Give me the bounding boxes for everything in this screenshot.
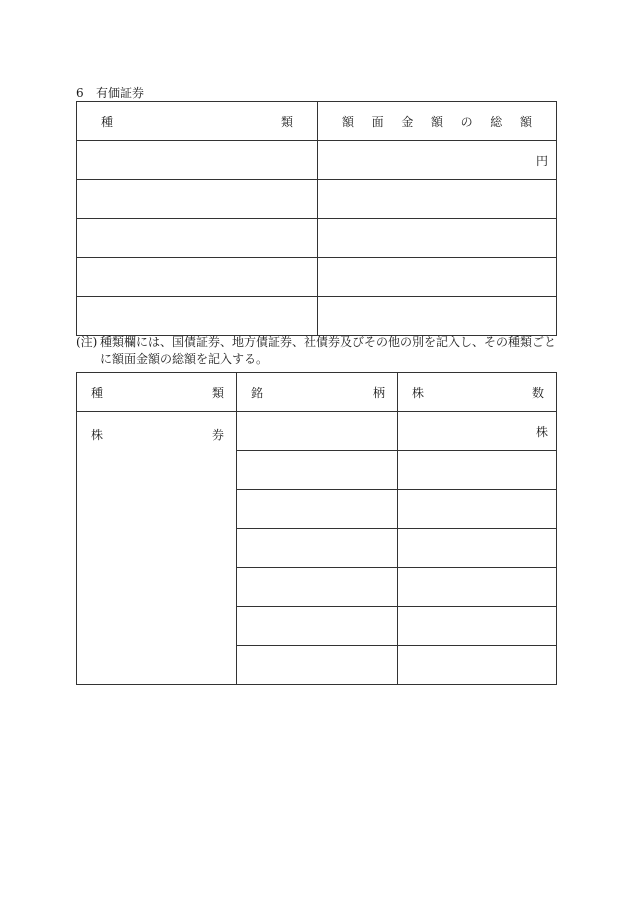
section-title-text: 有価証券 — [96, 86, 145, 100]
table-header-row — [77, 102, 557, 141]
share-unit: 株 — [535, 424, 548, 439]
table-row — [77, 258, 557, 297]
share-count-cell[interactable] — [398, 451, 557, 490]
share-count-cell[interactable] — [398, 529, 557, 568]
share-count-cell[interactable] — [398, 412, 557, 451]
section-number: 6 — [76, 86, 84, 100]
header-kind: 種 類 — [77, 373, 237, 412]
stock-table — [76, 372, 557, 685]
table-row — [77, 219, 557, 258]
header-kind: 種 類 — [77, 102, 318, 141]
kind-cell[interactable] — [77, 258, 318, 297]
amount-cell[interactable] — [318, 180, 557, 219]
kind-stock-cell: 株 券 — [77, 412, 237, 685]
table-row — [77, 141, 557, 180]
share-count-cell[interactable] — [398, 490, 557, 529]
kind-cell[interactable] — [77, 219, 318, 258]
issue-name-cell[interactable] — [237, 412, 398, 451]
note-label: (注) — [76, 335, 98, 349]
table-row — [77, 297, 557, 336]
table-row — [77, 180, 557, 219]
kind-cell[interactable] — [77, 297, 318, 336]
table-header-row — [77, 373, 557, 412]
securities-total-table — [76, 101, 557, 336]
issue-name-cell[interactable] — [237, 568, 398, 607]
note-text: 種類欄には、国債証券、地方債証券、社債券及びその他の別を記入し、その種類ごとに額面金額の総額を記入する。 — [100, 335, 557, 366]
share-count-cell[interactable] — [398, 568, 557, 607]
header-share-count: 株 数 — [398, 373, 557, 412]
share-count-cell[interactable] — [398, 607, 557, 646]
table-row — [77, 412, 557, 451]
amount-cell[interactable] — [318, 258, 557, 297]
amount-cell[interactable] — [318, 297, 557, 336]
issue-name-cell[interactable] — [237, 490, 398, 529]
issue-name-cell[interactable] — [237, 607, 398, 646]
share-count-cell[interactable] — [398, 646, 557, 685]
amount-cell[interactable] — [318, 141, 557, 180]
kind-cell[interactable] — [77, 141, 318, 180]
section-title — [76, 84, 144, 101]
issue-name-cell[interactable] — [237, 529, 398, 568]
issue-name-cell[interactable] — [237, 451, 398, 490]
issue-name-cell[interactable] — [237, 646, 398, 685]
yen-unit: 円 — [535, 153, 548, 168]
kind-cell[interactable] — [77, 180, 318, 219]
note — [76, 334, 560, 368]
header-issue-name: 銘 柄 — [237, 373, 398, 412]
amount-cell[interactable] — [318, 219, 557, 258]
header-face-value-total: 額 面 金 額 の 総 額 — [318, 102, 557, 141]
